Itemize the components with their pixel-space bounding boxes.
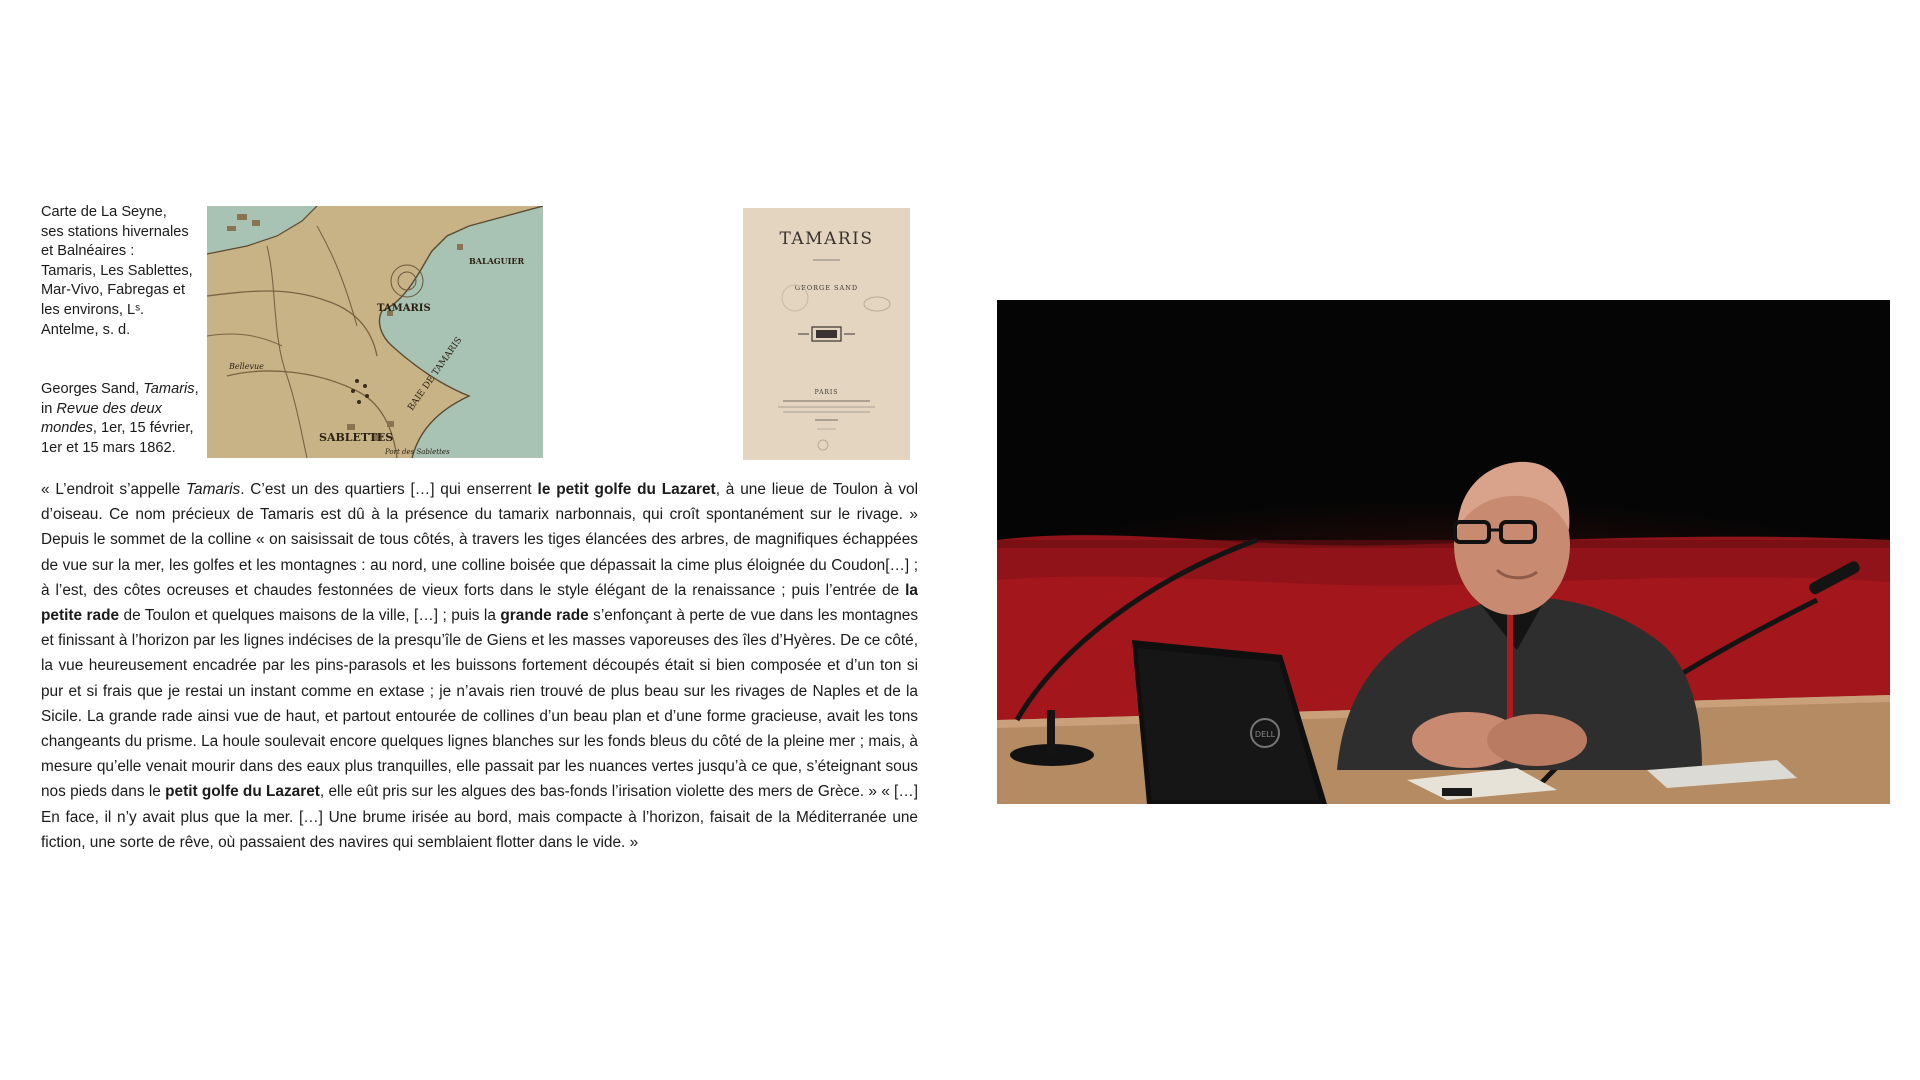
book-caption-sep: , in bbox=[41, 381, 199, 417]
quote-text: « L’endroit s’appelle bbox=[41, 481, 187, 498]
quote-paragraph bbox=[41, 477, 918, 855]
laptop-logo: DELL bbox=[1254, 730, 1276, 739]
quote-text: . C’est un des quartiers […] qui enserrent bbox=[240, 481, 538, 498]
quote-emphasis: le petit golfe du Lazaret bbox=[537, 481, 716, 498]
quote-text: de Toulon et quelques maisons de la ville, […] ; puis la bbox=[119, 607, 501, 625]
quote-text: s’enfonçant à perte de vue dans les montagnes et finissant à l’horizon par les lignes indécises de la presqu’île de Giens et les masses vaporeuses des îles d’Hyères. De ce côté, la vue heureusement encadrée par les pins-parasols et les buissons fortement découpés était si bien composée et d’un ton si pur et si frais que je restai un instant comme en extase ; je n’avais rien trouvé de plus beau sur les rivages de Naples et de la Sicile. La grande rade ainsi vue de haut, et partout entourée de collines d’un beau plan et d’une forme gracieuse, avait les tons changeants du prisme. La houle soulevait encore quelques lignes blanches sur les fonds bleus du côté de la pleine mer ; mais, à mesure qu’elle venait mourir dans des eaux plus tranquilles, elle passait par les nuances vertes jusqu’à ce que, s’éteignant sous nos pieds dans le bbox=[41, 607, 919, 801]
map-label-tamaris: TAMARIS bbox=[377, 303, 431, 314]
video-panel bbox=[997, 300, 1890, 804]
quote-emphasis: petit golfe du Lazaret bbox=[165, 783, 320, 801]
map-label-bellevue: Bellevue bbox=[229, 362, 264, 371]
book-city: PARIS bbox=[814, 389, 839, 396]
book-author: GEORGE SAND bbox=[794, 284, 859, 292]
book-caption-author: Georges Sand, bbox=[41, 381, 144, 397]
map-label-sablettes: SABLETTES bbox=[319, 431, 394, 444]
map-image bbox=[207, 206, 543, 458]
quote-italic: Tamaris bbox=[186, 481, 241, 498]
quote-text: , elle eût pris sur les algues des bas-fonds l’irisation violette des mers de Grèce. » « […] En face, il n’y avait plus que la mer. […] Une brume irisée au bord, mais compacte à l’horizon, faisait de la Méditerranée une fiction, une sorte de rêve, où passaient des navires qui semblaient flotter dans le vide. » bbox=[41, 783, 918, 851]
book-caption-review: Revue des deux mondes bbox=[41, 400, 162, 437]
map-label-port: Port des Sablettes bbox=[385, 448, 450, 456]
book-title: TAMARIS bbox=[779, 229, 874, 249]
book-caption bbox=[41, 380, 201, 458]
quote-emphasis: la petite rade bbox=[41, 581, 918, 625]
map-caption: Carte de La Seyne, ses stations hivernales et Balnéaires : Tamaris, Les Sablettes, Mar-Vivo, Fabregas et les environs, Lˢ. Antelme, s. d. bbox=[41, 204, 193, 338]
quote-emphasis: grande rade bbox=[500, 607, 589, 625]
book-caption-title: Tamaris bbox=[143, 381, 195, 397]
quote-text: , à une lieue de Toulon à vol d’oiseau. Ce nom précieux de Tamaris est dû à la présence du tamarix narbonnais, qui croît spontanément sur le rivage. » Depuis le sommet de la colline « on saisissait de tous côtés, à travers les tiges élancées des arbres, de magnifiques échappées de vue sur la mer, les golfes et les montagnes : au nord, une colline boisée que dépassait la cime plus éloignée du Coudon[…] ; à l’est, des côtes ocreuses et chaudes festonnées de vieux forts dans le style élégant de la renaissance ; puis l’entrée de bbox=[41, 481, 919, 599]
map-label-baie: BAIE DE TAMARIS bbox=[406, 335, 465, 413]
book-caption-dates: , 1er, 15 février, 1er et 15 mars 1862. bbox=[41, 420, 194, 456]
book-cover-image bbox=[743, 208, 910, 460]
map-label-balaguier: BALAGUIER bbox=[469, 256, 525, 266]
